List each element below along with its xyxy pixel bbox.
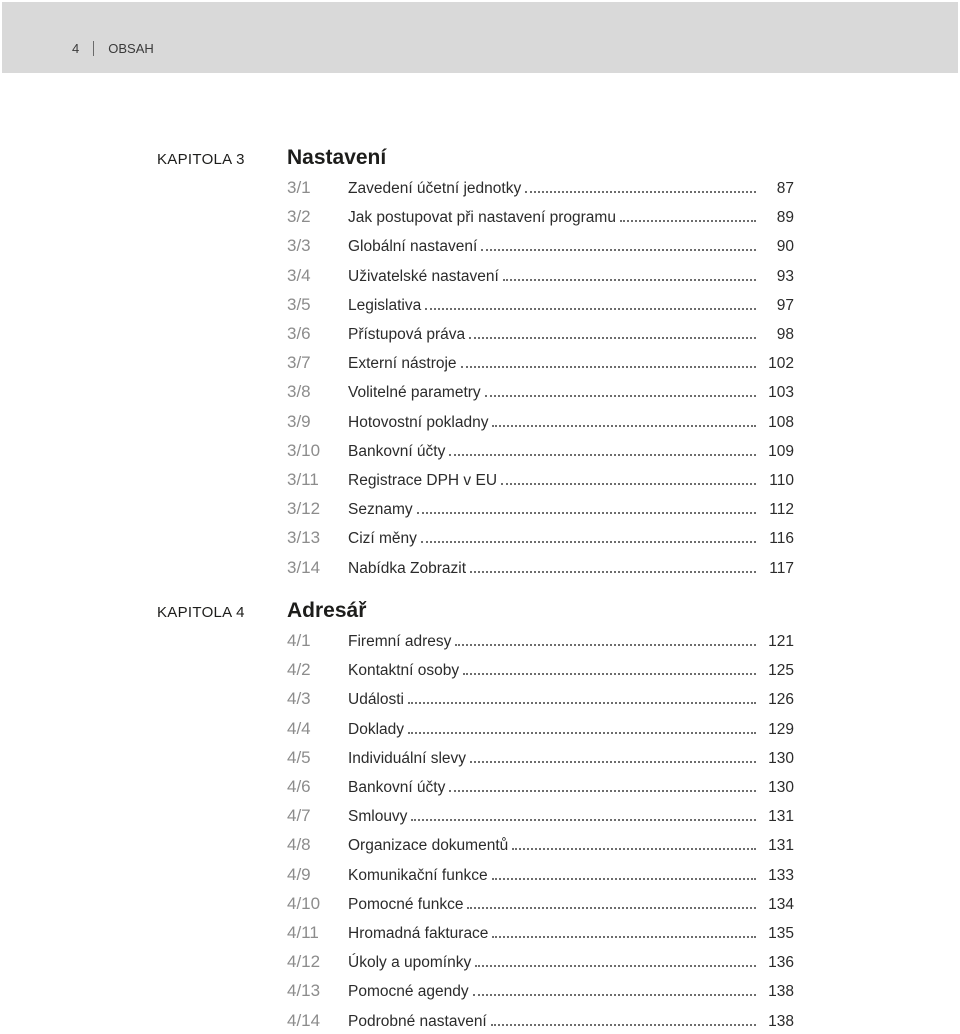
entry-number: 3/4 xyxy=(287,265,311,285)
entry-page-number: 93 xyxy=(776,267,794,285)
toc-entry[interactable] xyxy=(0,777,960,806)
entry-title: Události xyxy=(348,691,404,709)
entry-page-number: 136 xyxy=(768,954,794,972)
entry-line xyxy=(348,778,794,798)
entry-line xyxy=(348,1012,794,1032)
dot-leader xyxy=(421,541,756,543)
entry-page-number: 97 xyxy=(776,296,794,314)
entry-number: 4/11 xyxy=(287,923,319,942)
entry-title: Volitelné parametry xyxy=(348,384,481,402)
entry-line xyxy=(348,500,794,520)
entry-title: Globální nastavení xyxy=(348,238,478,256)
chapter-title: Adresář xyxy=(287,599,367,622)
entry-page-number: 102 xyxy=(768,355,794,373)
entry-title: Doklady xyxy=(348,720,404,738)
dot-leader xyxy=(475,965,756,967)
dot-leader xyxy=(503,279,756,281)
toc-entry[interactable] xyxy=(0,865,960,894)
entry-number: 3/5 xyxy=(287,294,311,314)
entry-line xyxy=(348,559,794,579)
toc-entry[interactable] xyxy=(0,806,960,835)
entry-number: 4/13 xyxy=(287,981,321,1001)
page-header xyxy=(2,2,958,73)
entry-title: Pomocné agendy xyxy=(348,983,469,1001)
entry-page-number: 116 xyxy=(769,530,794,548)
entry-number: 4/6 xyxy=(287,777,311,796)
entry-line xyxy=(348,924,794,944)
entry-number: 3/1 xyxy=(287,178,311,197)
entry-title: Bankovní účty xyxy=(348,442,446,460)
entry-title: Firemní adresy xyxy=(348,633,452,650)
entry-line xyxy=(348,383,794,403)
toc-entry[interactable] xyxy=(0,499,960,528)
entry-title: Legislativa xyxy=(348,296,422,314)
dot-leader xyxy=(512,848,756,850)
dot-leader xyxy=(501,483,756,485)
entry-number: 4/9 xyxy=(287,864,311,884)
chapter-label: KAPITOLA 3 xyxy=(157,151,245,168)
entry-number: 3/7 xyxy=(287,353,311,373)
dot-leader xyxy=(449,790,756,792)
entry-line xyxy=(348,982,794,1002)
entry-line xyxy=(348,953,794,973)
dot-leader xyxy=(525,191,756,193)
entry-number: 4/2 xyxy=(287,660,311,680)
toc-entry[interactable] xyxy=(0,441,960,470)
entry-number: 3/8 xyxy=(287,382,311,402)
toc-entry[interactable] xyxy=(0,178,960,207)
entry-title: Hotovostní pokladny xyxy=(348,413,489,431)
entry-line xyxy=(348,413,794,433)
entry-page-number: 103 xyxy=(768,384,794,402)
entry-title: Organizace dokumentů xyxy=(348,837,509,855)
entry-line xyxy=(348,661,794,681)
entry-line xyxy=(348,807,794,827)
entry-page-number: 130 xyxy=(768,749,794,767)
dot-leader xyxy=(485,395,756,397)
entry-line xyxy=(348,442,794,462)
entry-page-number: 90 xyxy=(776,238,794,256)
entry-number: 3/12 xyxy=(287,499,321,519)
toc-entry[interactable] xyxy=(0,558,960,587)
entry-number: 4/5 xyxy=(287,747,311,767)
entry-page-number: 138 xyxy=(768,1012,794,1030)
dot-leader xyxy=(492,936,756,938)
toc-entry[interactable] xyxy=(0,382,960,411)
entry-number: 4/12 xyxy=(287,952,321,972)
toc-entry[interactable] xyxy=(0,719,960,748)
page-number: 4 xyxy=(72,41,80,56)
dot-leader xyxy=(620,220,756,222)
entry-line xyxy=(348,895,794,915)
entry-page-number: 134 xyxy=(768,895,794,913)
entry-page-number: 109 xyxy=(768,442,794,460)
entry-number: 4/7 xyxy=(287,806,311,826)
entry-title: Cizí měny xyxy=(348,530,417,548)
entry-page-number: 87 xyxy=(776,180,794,197)
section-title: OBSAH xyxy=(108,41,154,56)
dot-leader xyxy=(455,644,756,646)
header-content xyxy=(72,41,154,56)
header-divider xyxy=(93,41,94,56)
entry-number: 3/3 xyxy=(287,236,311,256)
entry-page-number: 125 xyxy=(768,662,794,680)
toc-entry[interactable] xyxy=(0,266,960,295)
toc-entry[interactable] xyxy=(0,631,960,660)
entry-number: 4/10 xyxy=(287,893,321,913)
toc-entry[interactable] xyxy=(0,923,960,952)
entry-number: 3/10 xyxy=(287,440,321,460)
dot-leader xyxy=(491,1024,756,1026)
entry-line xyxy=(348,237,794,257)
entry-line xyxy=(348,749,794,769)
entry-number: 3/14 xyxy=(287,557,321,577)
entry-page-number: 98 xyxy=(776,326,794,343)
entry-page-number: 138 xyxy=(768,983,794,1001)
toc-entry[interactable] xyxy=(0,894,960,923)
entry-line xyxy=(348,208,794,228)
dot-leader xyxy=(408,702,756,704)
toc-entry[interactable] xyxy=(0,353,960,382)
entry-title: Bankovní účty xyxy=(348,779,446,796)
dot-leader xyxy=(408,732,756,734)
entry-number: 3/6 xyxy=(287,324,311,343)
entry-title: Uživatelské nastavení xyxy=(348,267,499,285)
chapter-label: KAPITOLA 4 xyxy=(157,604,245,621)
dot-leader xyxy=(492,425,756,427)
dot-leader xyxy=(467,907,756,909)
toc-entry[interactable] xyxy=(0,835,960,864)
toc-entry[interactable] xyxy=(0,1011,960,1034)
dot-leader xyxy=(463,673,756,675)
chapter-title: Nastavení xyxy=(287,146,387,169)
toc-entry[interactable] xyxy=(0,748,960,777)
entry-line xyxy=(348,325,794,345)
entry-page-number: 135 xyxy=(768,925,794,942)
entry-number: 4/4 xyxy=(287,718,311,738)
entry-page-number: 131 xyxy=(768,808,794,826)
entry-line xyxy=(348,529,794,549)
toc-entry[interactable] xyxy=(0,660,960,689)
toc-entry[interactable] xyxy=(0,412,960,441)
entry-title: Seznamy xyxy=(348,501,413,519)
dot-leader xyxy=(417,512,756,514)
entry-number: 4/3 xyxy=(287,689,311,709)
entry-page-number: 89 xyxy=(776,209,794,227)
toc-entry[interactable] xyxy=(0,952,960,981)
dot-leader xyxy=(461,366,756,368)
entry-title: Kontaktní osoby xyxy=(348,662,460,680)
entry-number: 3/2 xyxy=(287,207,311,227)
entry-page-number: 130 xyxy=(768,779,794,796)
dot-leader xyxy=(449,454,756,456)
entry-number: 3/11 xyxy=(287,470,319,489)
entry-line xyxy=(348,690,794,710)
entry-line xyxy=(348,471,794,491)
toc-entry[interactable] xyxy=(0,324,960,353)
entry-page-number: 131 xyxy=(768,837,794,855)
entry-title: Úkoly a upomínky xyxy=(348,954,472,972)
entry-title: Nabídka Zobrazit xyxy=(348,559,467,577)
toc-entry[interactable] xyxy=(0,981,960,1010)
entry-title: Podrobné nastavení xyxy=(348,1012,487,1030)
toc-entry[interactable] xyxy=(0,236,960,265)
entry-title: Smlouvy xyxy=(348,808,408,826)
dot-leader xyxy=(492,878,756,880)
entry-page-number: 117 xyxy=(769,559,794,577)
toc-entry[interactable] xyxy=(0,470,960,499)
dot-leader xyxy=(470,571,756,573)
entry-page-number: 110 xyxy=(769,472,794,489)
entry-title: Pomocné funkce xyxy=(348,895,464,913)
dot-leader xyxy=(473,994,756,996)
entry-line xyxy=(348,179,794,199)
dot-leader xyxy=(411,819,756,821)
entry-number: 4/14 xyxy=(287,1010,321,1030)
entry-number: 4/1 xyxy=(287,631,311,650)
entry-title: Komunikační funkce xyxy=(348,866,488,884)
toc-entry[interactable] xyxy=(0,689,960,718)
entry-line xyxy=(348,354,794,374)
entry-page-number: 112 xyxy=(769,501,794,519)
entry-page-number: 126 xyxy=(768,691,794,709)
entry-line xyxy=(348,866,794,886)
dot-leader xyxy=(425,308,756,310)
entry-line xyxy=(348,296,794,316)
dot-leader xyxy=(481,249,756,251)
toc-entry[interactable] xyxy=(0,528,960,557)
entry-title: Individuální slevy xyxy=(348,749,467,767)
toc-entry[interactable] xyxy=(0,207,960,236)
entry-page-number: 133 xyxy=(768,866,794,884)
toc-entry[interactable] xyxy=(0,295,960,324)
entry-page-number: 121 xyxy=(768,633,794,650)
entry-line xyxy=(348,632,794,652)
entry-title: Registrace DPH v EU xyxy=(348,472,498,489)
entry-page-number: 108 xyxy=(768,413,794,431)
entry-title: Hromadná fakturace xyxy=(348,925,489,942)
entry-page-number: 129 xyxy=(768,720,794,738)
entry-title: Jak postupovat při nastavení programu xyxy=(348,209,616,227)
entry-title: Zavedení účetní jednotky xyxy=(348,180,522,197)
entry-line xyxy=(348,267,794,287)
dot-leader xyxy=(470,761,756,763)
entry-number: 4/8 xyxy=(287,835,311,855)
dot-leader xyxy=(469,337,756,339)
entry-line xyxy=(348,836,794,856)
entry-title: Externí nástroje xyxy=(348,355,457,373)
entry-title: Přístupová práva xyxy=(348,326,466,343)
entry-number: 3/13 xyxy=(287,528,321,548)
entry-number: 3/9 xyxy=(287,411,311,431)
entry-line xyxy=(348,720,794,740)
